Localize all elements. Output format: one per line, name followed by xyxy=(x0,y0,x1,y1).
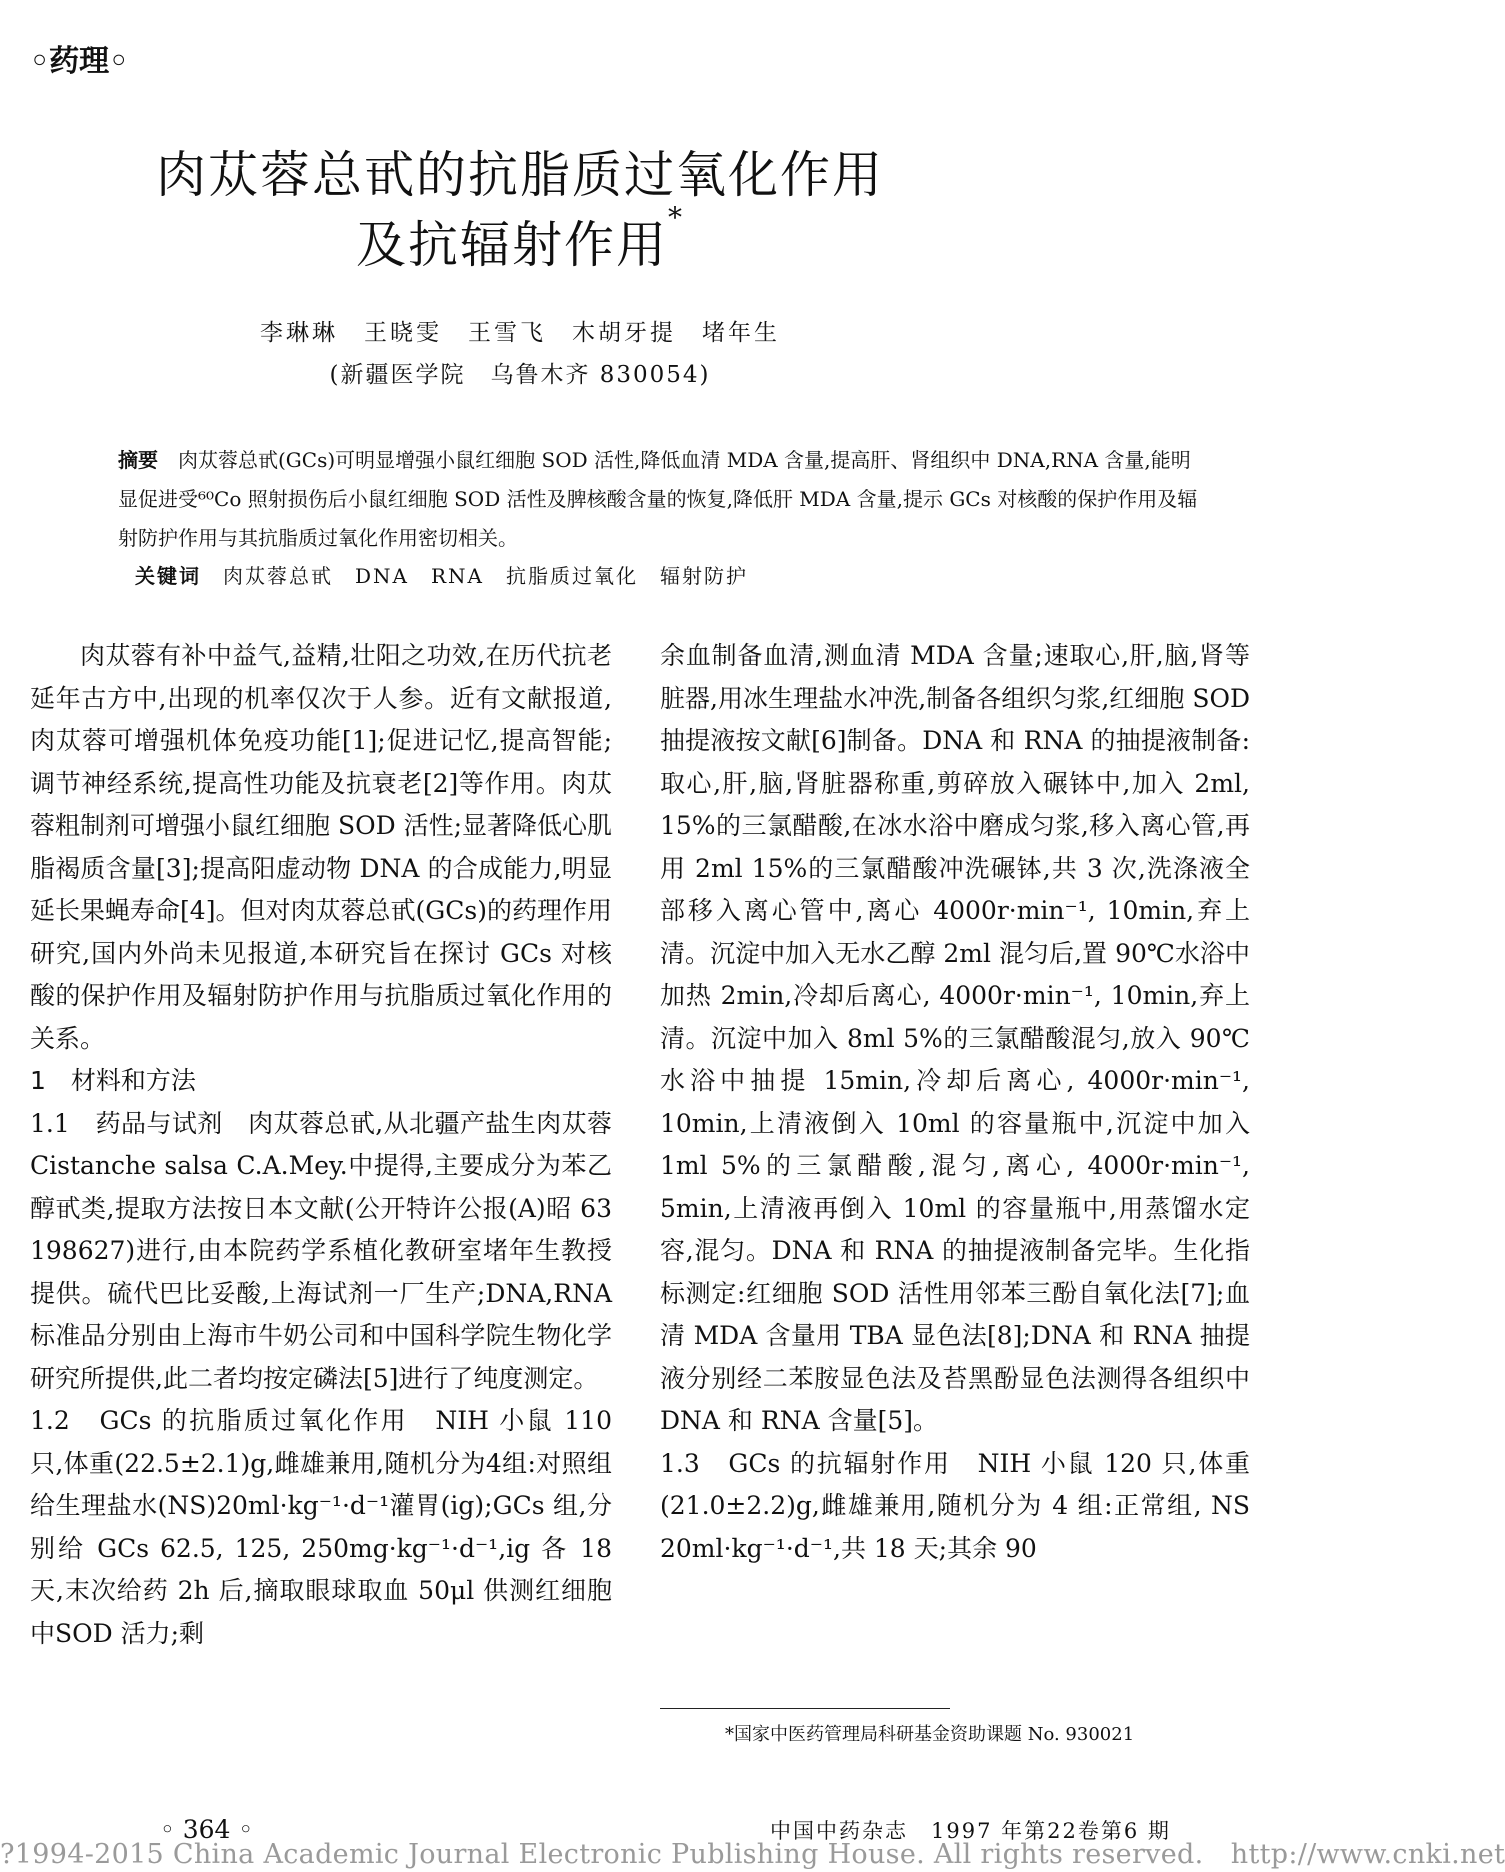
affiliation: (新疆医学院 乌鲁木齐 830054) xyxy=(329,362,711,388)
article-title-line2 xyxy=(0,201,1040,277)
article-title-line1: 肉苁蓉总甙的抗脂质过氧化作用 xyxy=(156,146,884,204)
section-tag: ◦药理◦ xyxy=(30,44,129,79)
title-footnote-mark: * xyxy=(668,201,684,234)
body-column-left xyxy=(30,635,612,1655)
body-paragraph: 1.1 药品与试剂 肉苁蓉总甙,从北疆产盐生肉苁蓉 Cistanche salsa C.A.Mey.中提得,主要成分为苯乙醇甙类,提取方法按日本文献(公开特许公报(A)昭 63 198627)进行,由本院药学系植化教研室堵年生教授提供。硫代巴比妥酸,上海试剂一厂生产;DNA,RNA 标准品分别由上海市牛奶公司和中国科学院生物化学研究所提供,此二者均按定磷法[5]进行了纯度测定。 xyxy=(30,1108,612,1393)
body-paragraph: 余血制备血清,测血清 MDA 含量;速取心,肝,脑,肾等脏器,用冰生理盐水冲洗,制备各组织匀浆,红细胞 SOD 抽提液按文献[6]制备。DNA 和 RNA 的抽提液制备:取心,肝,脑,肾脏器称重,剪碎放入碾钵中,加入 2ml, 15%的三氯醋酸,在冰水浴中磨成匀浆,移入离心管,再用 2ml 15%的三氯醋酸冲洗碾钵,共 3 次,洗涤液全部移入离心管中,离心 4000r·min⁻¹, 10min,弃上清。沉淀中加入无水乙醇 2ml 混匀后,置 90℃水浴中加热 2min,冷却后离心, 4000r·min⁻¹, 10min,弃上清。沉淀中加入 8ml 5%的三氯醋酸混匀,放入 90℃水浴中抽提 15min,冷却后离心, 4000r·min⁻¹, 10min,上清液倒入 10ml 的容量瓶中,沉淀中加入 1ml 5%的三氯醋酸,混匀,离心, 4000r·min⁻¹, 5min,上清液再倒入 10ml 的容量瓶中,用蒸馏水定容,混匀。DNA 和 RNA 的抽提液制备完毕。生化指标测定:红细胞 SOD 活性用邻苯三酚自氧化法[7];血清 MDA 含量用 TBA 显色法[8];DNA 和 RNA 抽提液分别经二苯胺显色法及苔黑酚显色法测得各组织中 DNA 和 RNA 含量[5]。 xyxy=(660,641,1250,1435)
body-paragraph: 1.3 GCs 的抗辐射作用 NIH 小鼠 120 只,体重(21.0±2.2)g,雌雄兼用,随机分为 4 组:正常组, NS 20ml·kg⁻¹·d⁻¹,共 18 天;其余 90 xyxy=(660,1448,1276,1563)
body-paragraph: 1.2 GCs 的抗脂质过氧化作用 NIH 小鼠 110 只,体重(22.5±2.1)g,雌雄兼用,随机分为4组:对照组给生理盐水(NS)20ml·kg⁻¹·d⁻¹灌胃(ig);GCs 组,分别给 GCs 62.5, 125, 250mg·kg⁻¹·d⁻¹,ig 各 18 天,末次给药 2h 后,摘取眼球取血 50μl 供测红细胞中SOD 活力;剩 xyxy=(30,1406,612,1648)
keywords xyxy=(135,560,1215,589)
body-paragraph: 肉苁蓉有补中益气,益精,壮阳之功效,在历代抗老延年古方中,出现的机率仅次于人参。近有文献报道,肉苁蓉可增强机体免疫功能[1];促进记忆,提高智能;调节神经系统,提高性功能及抗衰老[2]等作用。肉苁蓉粗制剂可增强小鼠红细胞 SOD 活性;显著降低心肌脂褐质含量[3];提高阳虚动物 DNA 的合成能力,明显延长果蝇寿命[4]。但对肉苁蓉总甙(GCs)的药理作用研究,国内外尚未见报道,本研究旨在探讨 GCs 对核酸的保护作用及辐射防护作用与抗脂质过氧化作用的关系。 xyxy=(30,641,612,1053)
page-number: ◦ 364 ◦ xyxy=(160,1815,254,1844)
body-column-right xyxy=(660,635,1276,1570)
article-title-line2-text: 及抗辐射作用 xyxy=(356,216,668,274)
footnote-divider xyxy=(660,1708,950,1709)
copyright-watermark: ?1994-2015 China Academic Journal Electronic Publishing House. All rights reserved. http://www.cnki.net xyxy=(0,1839,1505,1870)
section-heading: 1 材料和方法 xyxy=(30,1066,196,1095)
abstract xyxy=(118,441,1198,558)
keywords-label: 关键词 xyxy=(135,564,201,588)
journal-citation: 中国中药杂志 1997 年第22卷第6 期 xyxy=(770,1819,1171,1843)
footnote: *国家中医药管理局科研基金资助课题 No. 930021 xyxy=(725,1724,1135,1745)
abstract-text: 肉苁蓉总甙(GCs)可明显增强小鼠红细胞 SOD 活性,降低血清 MDA 含量,提高肝、肾组织中 DNA,RNA 含量,能明显促进受⁶⁰Co 照射损伤后小鼠红细胞 SOD 活性及脾核酸含量的恢复,降低肝 MDA 含量,提示 GCs 对核酸的保护作用及辐射防护作用与其抗脂质过氧化作用密切相关。 xyxy=(118,448,1198,550)
abstract-label: 摘要 xyxy=(118,448,158,472)
author-list: 李琳琳 王晓雯 王雪飞 木胡牙提 堵年生 xyxy=(260,320,780,346)
keywords-text: 肉苁蓉总甙 DNA RNA 抗脂质过氧化 辐射防护 xyxy=(223,564,748,588)
